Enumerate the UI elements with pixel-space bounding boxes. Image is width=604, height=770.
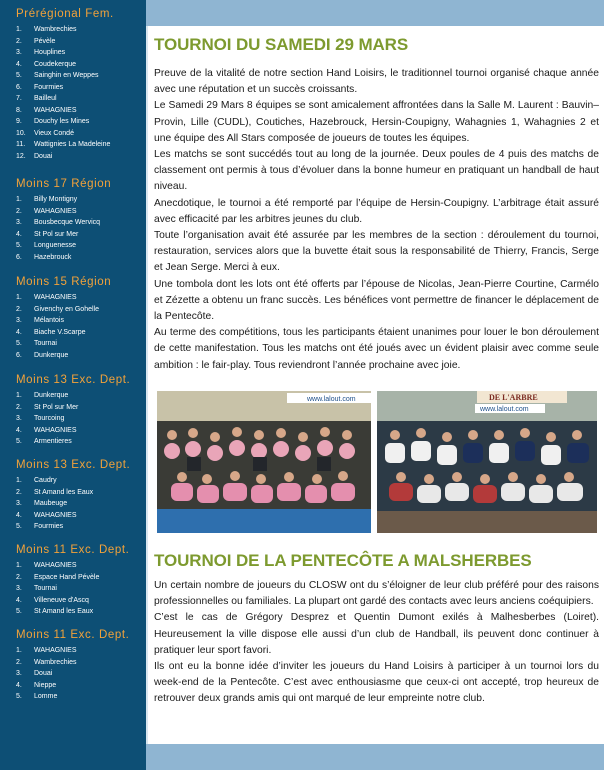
standings-section [16,373,144,448]
article-paragraph: Ils ont eu la bonne idée d’inviter les joueurs du Hand Loisirs à participer à un tournoi lors du week-end de la Pentecôte. C’est avec enthousiasme que ceux-ci ont accepté, trop heureux de retrouver deux grands amis qui ont marqué de leur empreinte notre club. [154,661,599,705]
standings-item: 5. Longuenesse [16,242,77,250]
standings-item: 11. Wattignies La Madeleine [16,141,111,149]
standings-item: 2. Espace Hand Pévèle [16,573,100,581]
standings-list [16,560,144,618]
standings-section [16,177,144,263]
section-title: Moins 11 Exc. Dept. [16,629,130,641]
section-title: Moins 15 Région [16,276,112,288]
photo-row [157,391,597,533]
standings-list [16,194,144,263]
standings-item: 2. St Amand les Eaux [16,488,94,496]
standings-item: 5. Fourmies [16,523,64,531]
bottom-band [146,744,604,770]
standings-item: 5. Armentieres [16,438,72,446]
standings-item: 6. Hazebrouck [16,253,72,261]
standings-item: 1. Billy Montigny [16,196,78,203]
standings-item: 1. WAHAGNIES [16,562,77,569]
standings-item: 5. St Amand les Eaux [16,608,94,616]
standings-list [16,475,144,533]
standings-section [16,458,144,533]
standings-item: 4. Nieppe [16,681,57,689]
standings-item: 1. WAHAGNIES [16,647,77,654]
standings-item: 4. Biache V.Scarpe [16,328,86,336]
section-title: Moins 17 Région [16,178,112,190]
standings-item: 5. Tournai [16,340,57,348]
standings-item: 7. Bailleul [16,95,57,103]
article-paragraph: Le Samedi 29 Mars 8 équipes se sont amicalement affrontées dans la Salle M. Laurent : Bauvin–Provin, Lille (CUDL), Coutiches, Hazebrouck, Hersin-Coupigny, Wahagnies 1, Wahagnies 2 et une équipe des All Stars composée de joueurs de toutes les équipes. [154,100,599,144]
sidebar-edge [146,26,148,744]
article-paragraph: Une tombola dont les lots ont été offerts par l’épouse de Nicolas, Jean-Pierre Courtine, Carmélo et Zézette a obtenu un franc succès. Les bénéfices vont permettre de financer le déplacement de la Pentecôte. [154,278,599,323]
standings-section [16,628,144,703]
banner-text: DE L'ARBRE [489,393,538,402]
standings-section [16,7,144,163]
section-title: Moins 13 Exc. Dept. [16,374,131,386]
standings-item: 8. WAHAGNIES [16,106,77,114]
standings-list [16,292,144,361]
standings-item: 6. Fourmies [16,83,64,91]
standings-list [16,645,144,703]
standings-item: 10. Vieux Condé [16,129,74,137]
standings-item: 1. WAHAGNIES [16,294,77,301]
article-paragraph: C’est le cas de Grégory Desprez et Quentin Dumont exilés à Malhesberbes (Loiret). Heureusement la ville dispose elle aussi d’un club de Handball, ils peuvent donc continuer à pratiquer leur sport favori. [154,612,599,656]
standings-item: 3. Douai [16,670,53,678]
standings-item: 3. Mélantois [16,317,64,325]
top-band [146,0,604,26]
standings-item: 5. Sainghin en Weppes [16,72,99,80]
article-paragraph: Les matchs se sont succédés tout au long de la journée. Deux poules de 4 puis des matchs de classement ont permis à tous d’évoluer dans la bonne humeur en pratiquant un handball de haut niveau. [154,149,599,193]
standings-item: 3. Tournai [16,585,57,593]
standings-section [16,543,144,618]
standings-item: 4. St Pol sur Mer [16,230,79,238]
standings-item: 5. Lomme [16,693,58,701]
section-title: Moins 11 Exc. Dept. [16,544,130,556]
standings-item: 4. WAHAGNIES [16,511,77,519]
standings-item: 2. Wambrechies [16,658,77,666]
standings-item: 2. St Pol sur Mer [16,403,79,411]
banner-text: www.lalout.com [307,396,356,403]
team-group-photo [157,391,371,533]
article-title: TOURNOI DE LA PENTECÔTE A MALSHERBES [154,551,532,570]
standings-item: 1. Wambrechies [16,26,77,33]
second-article [154,550,599,708]
main-content [154,34,599,374]
standings-item: 9. Douchy les Mines [16,118,90,126]
standings-item: 4. Coudekerque [16,60,77,68]
standings-item: 3. Bousbecque Wervicq [16,219,101,227]
standings-list [16,390,144,448]
standings-item: 3. Houplines [16,49,66,57]
standings-item: 1. Dunkerque [16,392,69,399]
standings-item: 4. Villeneuve d'Ascq [16,596,89,604]
article-paragraph: Anecdotique, le tournoi a été remporté par l’équipe de Hersin-Coupigny. L’arbitrage était assuré avec efficacité par les arbitres jeunes du club. [154,197,599,225]
article-paragraph: Au terme des compétitions, tous les participants étaient unanimes pour louer le bon déroulement de cette manifestation. Tous les matchs ont été joués avec un évident plaisir avec comme seule ambition : le fair-play. Tous reviendront l’année prochaine avec joie. [154,327,599,371]
standings-item: 6. Dunkerque [16,351,69,359]
team-group-photo [377,391,597,533]
article-title: TOURNOI DU SAMEDI 29 MARS [154,35,409,54]
standings-item: 2. Pévèle [16,37,56,45]
standings-item: 4. WAHAGNIES [16,426,77,434]
article-paragraph: Un certain nombre de joueurs du CLOSW ont du s’éloigner de leur club préféré pour des raisons professionnelles ou familiales. La plupart ont gardé des contacts avec leurs anciens coéquipiers. [154,580,599,608]
standings-list [16,24,144,163]
standings-section [16,275,144,361]
section-title: Moins 13 Exc. Dept. [16,459,131,471]
banner-text: www.lalout.com [480,406,529,413]
standings-item: 1. Caudry [16,477,57,484]
standings-item: 2. Givenchy en Gohelle [16,305,99,313]
article-paragraph: Toute l’organisation avait été assurée par les membres de la section : déroulement du tournoi, restauration, services alors que la buvette était sous la responsabilité de Thierry, Francis, Serge et Jean Serge. Merci à eux. [154,230,599,274]
standings-item: 3. Maubeuge [16,500,68,508]
section-title: Prérégional Fem. [16,8,114,20]
standings-item: 3. Tourcoing [16,415,65,423]
standings-item: 2. WAHAGNIES [16,207,77,215]
article-paragraph: Preuve de la vitalité de notre section Hand Loisirs, le traditionnel tournoi organisé chaque année avec une réputation et un succès croissants. [154,68,599,96]
standings-item: 12. Douai [16,153,53,161]
